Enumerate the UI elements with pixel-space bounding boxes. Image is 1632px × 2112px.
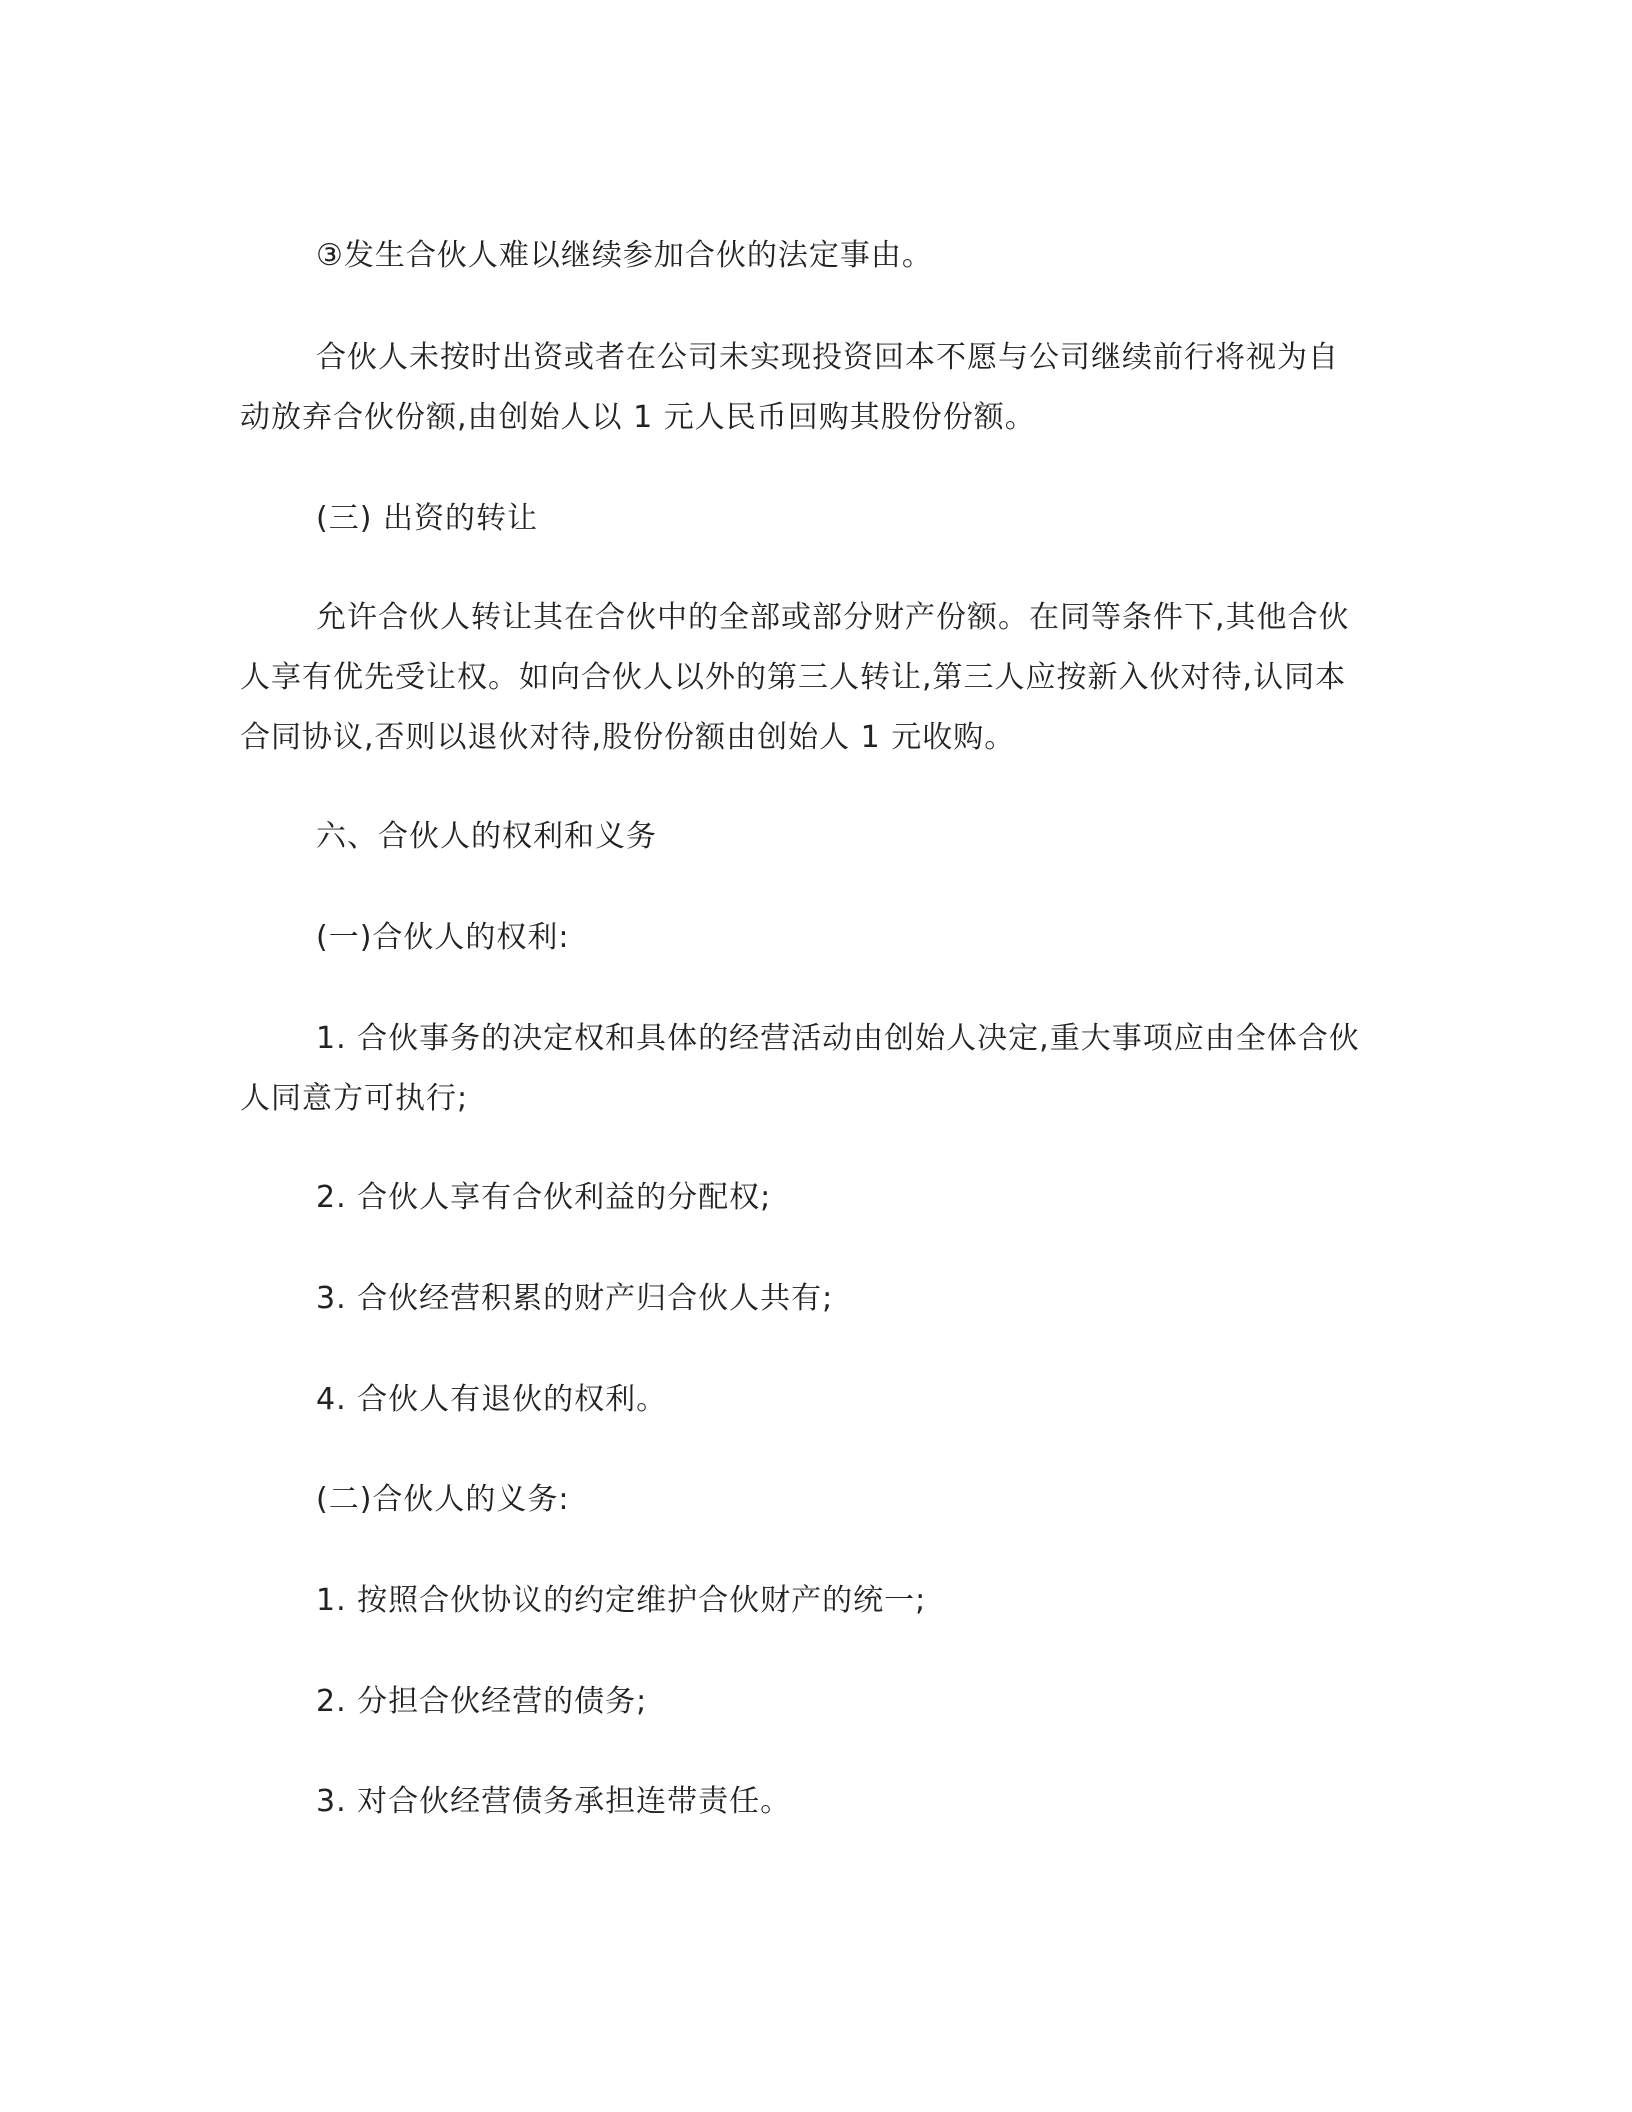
subsection-heading-rights [316,908,1466,968]
subsection-heading-duties [316,1470,1466,1530]
text-line: 4. 合伙人有退伙的权利。 [316,1382,668,1417]
text-line: 3. 合伙经营积累的财产归合伙人共有; [316,1281,834,1316]
text-line: 人享有优先受让权。如向合伙人以外的第三人转让,第三人应按新入伙对待,认同本 [240,660,1347,695]
section-heading-transfer [316,489,1466,549]
text-line: ③发生合伙人难以继续参加合伙的法定事由。 [316,238,933,273]
text-line: 人同意方可执行; [240,1081,469,1116]
text-line: 动放弃合伙份额,由创始人以 1 元人民币回购其股份份额。 [240,400,1036,435]
text-line: (三) 出资的转让 [316,501,538,536]
paragraph-forfeit-share [240,328,1390,448]
text-line: 2. 合伙人享有合伙利益的分配权; [316,1180,772,1215]
text-line: (一)合伙人的权利: [316,920,570,955]
text-line: 合同协议,否则以退伙对待,股份份额由创始人 1 元收购。 [240,720,1016,755]
list-item-rights-2 [316,1168,1466,1228]
text-line: 六、合伙人的权利和义务 [316,819,657,854]
section-heading-rights-duties [316,807,1466,867]
text-line: (二)合伙人的义务: [316,1482,570,1517]
text-line: 允许合伙人转让其在合伙中的全部或部分财产份额。在同等条件下,其他合伙 [316,600,1350,635]
text-line: 1. 按照合伙协议的约定维护合伙财产的统一; [316,1583,927,1618]
list-item-rights-4 [316,1370,1466,1430]
text-line: 合伙人未按时出资或者在公司未实现投资回本不愿与公司继续前行将视为自 [316,340,1339,375]
paragraph-transfer-rules [240,588,1390,768]
list-item-duties-1 [316,1571,1466,1631]
text-line: 3. 对合伙经营债务承担连带责任。 [316,1784,792,1819]
text-line: 1. 合伙事务的决定权和具体的经营活动由创始人决定,重大事项应由全体合伙 [316,1021,1360,1056]
paragraph-dissolution-reason [316,226,1466,286]
list-item-duties-2 [316,1672,1466,1732]
list-item-rights-1 [240,1009,1390,1129]
text-line: 2. 分担合伙经营的债务; [316,1684,648,1719]
list-item-rights-3 [316,1269,1466,1329]
list-item-duties-3 [316,1772,1466,1832]
